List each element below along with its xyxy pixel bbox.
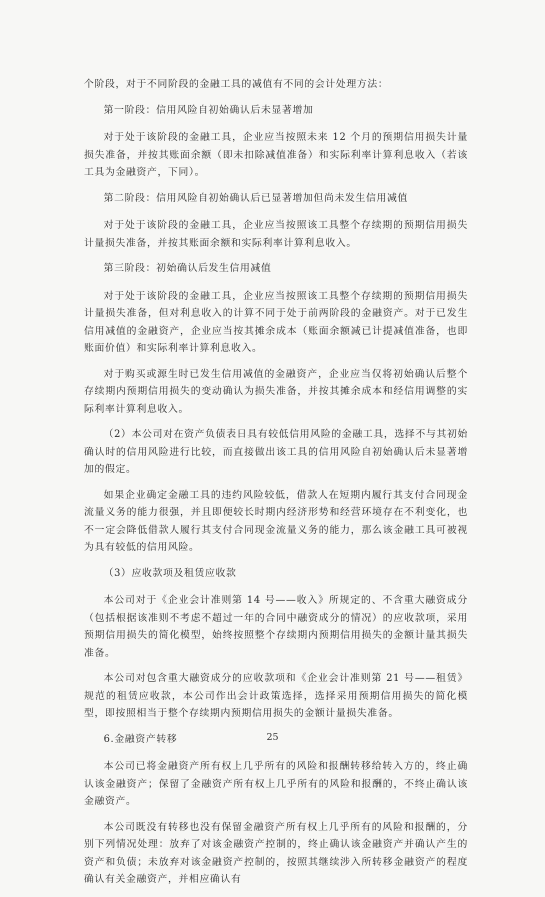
section-heading: （3）应收款项及租赁应收款 [103, 567, 237, 579]
paragraph: 本公司对于《企业会计准则第 14 号——收入》所规定的、不含重大融资成分（包括根据该准则不考虑不超过一年的合同中融资成分的情况）的应收款项，采用预期信用损失的简化模型，始终按照整个存续期内预期信用损失的金额计量其损失准备。 [84, 595, 468, 659]
section-heading: 第一阶段：信用风险自初始确认后未显著增加 [103, 104, 314, 116]
paragraph: 对于处于该阶段的金融工具，企业应当按照该工具整个存续期的预期信用损失计量损失准备，并按其账面余额和实际利率计算利息收入。 [84, 220, 468, 249]
paragraph: 对于处于该阶段的金融工具，企业应当按照该工具整个存续期的预期信用损失计量损失准备，但对利息收入的计算不同于处于前两阶段的金融资产。对于已发生信用减值的金融资产，企业应当按其摊余成本（账面余额减已计提减值准备，也即账面价值）和实际利率计算利息收入。 [84, 290, 468, 354]
paragraph: 对于处于该阶段的金融工具，企业应当按照未来 12 个月的预期信用损失计量损失准备，并按其账面余额（即未扣除减值准备）和实际利率计算利息收入（若该工具为金融资产，下同）。 [84, 132, 468, 178]
paragraph: 如果企业确定金融工具的违约风险较低，借款人在短期内履行其支付合同现金流量义务的能力很强，并且即便较长时期内经济形势和经营环境存在不利变化，也不一定会降低借款人履行其支付合同现金流量义务的能力，那么该金融工具可被视为具有较低的信用风险。 [84, 489, 468, 553]
paragraph: （2）本公司对在资产负债表日具有较低信用风险的金融工具，选择不与其初始确认时的信用风险进行比较，而直接做出该工具的信用风险自初始确认后未显著增加的假定。 [84, 429, 468, 475]
section-heading: 第二阶段：信用风险自初始确认后已显著增加但尚未发生信用减值 [103, 192, 409, 204]
paragraph: 本公司既没有转移也没有保留金融资产所有权上几乎所有的风险和报酬的，分别下列情况处理：放弃了对该金融资产控制的，终止确认该金融资产并确认产生的资产和负债；未放弃对该金融资产控制的，按照其继续涉入所转移金融资产的程度确认有关金融资产，并相应确认有 [84, 821, 468, 885]
page-body [84, 76, 468, 897]
paragraph: 本公司对包含重大融资成分的应收款项和《企业会计准则第 21 号——租赁》规范的租赁应收款，本公司作出会计政策选择，选择采用预期信用损失的简化模型，即按照相当于整个存续期内预期信用损失的金额计量损失准备。 [84, 673, 468, 719]
section-heading: 6.金融资产转移 [103, 733, 178, 745]
paragraph: 对于购买或源生时已发生信用减值的金融资产，企业应当仅将初始确认后整个存续期内预期信用损失的变动确认为损失准备，并按其摊余成本和经信用调整的实际利率计算利息收入。 [84, 368, 468, 415]
paragraph: 个阶段，对于不同阶段的金融工具的减值有不同的会计处理方法： [84, 79, 389, 90]
page-number: 25 [266, 732, 279, 743]
paragraph: 本公司已将金融资产所有权上几乎所有的风险和报酬转移给转入方的，终止确认该金融资产；保留了金融资产所有权上几乎所有的风险和报酬的，不终止确认该金融资产。 [84, 761, 468, 807]
section-heading: 第三阶段：初始确认后发生信用减值 [103, 263, 272, 274]
